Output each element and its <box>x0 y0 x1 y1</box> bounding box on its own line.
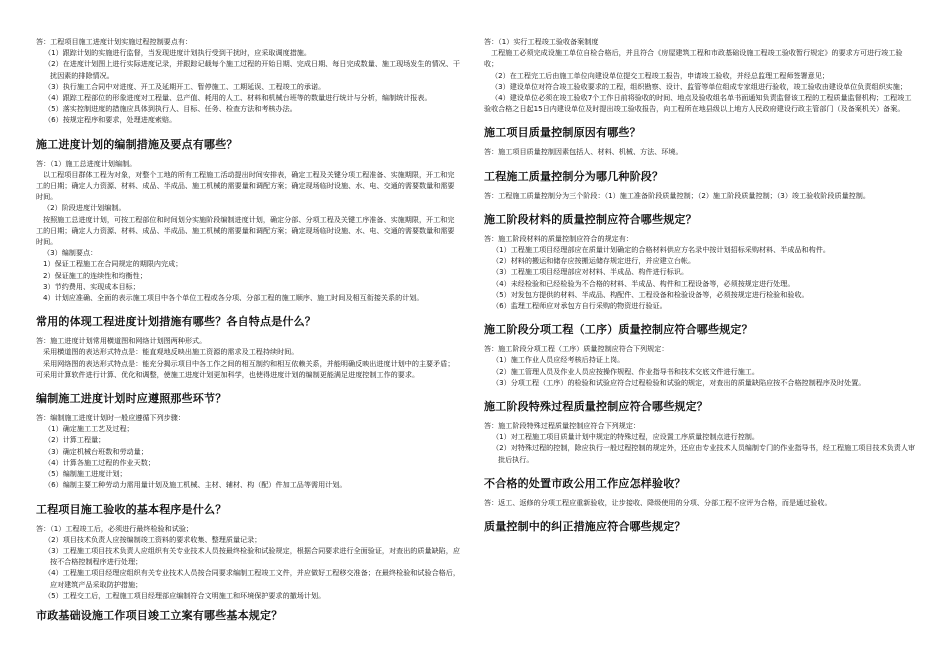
answer-line: （1）对工程施工项目质量计划中规定的特殊过程，应设置工序质量控制点进行控制。 <box>492 432 759 442</box>
answer-line: 工程施工必须完成设施工单位自检合格后，并且符合《房屋建筑工程和市政基础设施工程竣工验收暂行规定》的要求方可进行竣工验收； <box>484 48 903 69</box>
answer-line: （3）分项工程（工序）的检验和试验应符合过程检验和试验的规定，对查出的质量缺陷应按不合格控制程序及时处置。 <box>492 377 866 387</box>
qa-section <box>484 520 916 534</box>
answer-line: 答：施工项目质量控制因素包括人、材料、机械、方法、环境。 <box>484 147 683 157</box>
answer-line: （3）建设单位对符合竣工验收要求的工程，组织勘察、设计、监管等单位组成专家组进行验收，竣工验收由建设单位负责组织实施； <box>491 81 907 91</box>
answer-line: 答：施工阶段特殊过程质量控制应符合下列规定： <box>484 421 641 431</box>
section-heading: 施工阶段材料的质量控制应符合哪些规定？ <box>484 212 697 226</box>
left-column <box>36 36 460 668</box>
section-heading: 不合格的处置市政公用工作应怎样验收？ <box>484 476 686 490</box>
answer-line: 答：工程项目施工进度计划实施过程控制要点有： <box>36 37 193 46</box>
answer-line: （4）计算各施工过程的作业天数； <box>44 457 155 467</box>
answer-line: （4）未经检验和已经检验为不合格的材料、半成品、构件和工程设备等，必须按规定进行处理。 <box>492 278 795 288</box>
qa-section <box>484 170 916 201</box>
qa-section <box>484 400 916 465</box>
qa-section <box>36 392 460 490</box>
answer-line: 答：（1）工程竣工后，必须进行最终检验和试验； <box>36 523 194 533</box>
qa-section <box>36 138 460 304</box>
answer-line: （6）按规定程序和要求，处理进度索赔。 <box>44 115 177 125</box>
qa-section <box>36 36 460 126</box>
qa-section <box>484 477 916 508</box>
answer-line: （2）材料的搬运和储存应按搬运储存规定进行，并应建立台帐。 <box>492 256 696 266</box>
answer-line: （1）施工作业人员应经考核后持证上岗。 <box>492 355 625 365</box>
answer-line: 答：（1）实行工程竣工验收备案制度 <box>484 37 599 46</box>
section-heading: 市政基础设施工作项目竣工立案有哪些基本规定？ <box>36 608 283 622</box>
section-heading: 编制施工进度计划时应遵照那些环节？ <box>36 392 227 406</box>
qa-section <box>484 213 916 311</box>
section-heading: 施工阶段特殊过程质量控制应符合哪些规定？ <box>484 400 708 414</box>
answer-line: （4）建设单位必须在竣工验收7个工作日前将验收的时间、地点及验收组名单书面通知负责监督该工程的工程质量监督机构；工程竣工验收合格之日起15日内建设单位及时提出竣工验收报告，向工程所在地县级以上地方人民政府建设行政主管部门（及备案机关）备案。 <box>484 93 912 114</box>
qa-section <box>36 503 460 601</box>
answer-line: 答：返工、返修的分项工程应重新验收，让步接收、降级使用的分项、分部工程不应评为合格，而是通过验收。 <box>484 497 832 507</box>
answer-line: （3）工程施工项目经理部应对材料、半成品、构件进行标识。 <box>492 267 689 277</box>
answer-line: 2）保证施工的连续性和均衡性； <box>43 270 147 280</box>
answer-line: （3）工程施工项目技术负责人应组织有关专业技术人员按最终检验和试验规定，根据合同要求进行全面验证，对查出的质量缺陷，应按不合格控制程序进行处理； <box>44 545 460 567</box>
answer-line: （2）阶段进度计划编制。 <box>43 203 126 213</box>
answer-line: 以工程项目群体工程为对象，对整个工地的所有工程施工活动提出时间安排表，确定工程及关键分项工程准备、实施期限，开工和完工的日期；确定人力资源、材料、成品、半成品、施工机械的需要量和调配方案；确定现场临时设施、水、电、交通的需要数量和需要时间。 <box>36 169 455 202</box>
answer-line: （5）工程交工后，工程施工项目经理部应编制符合文明施工和环境保护要求的撤场计划。 <box>44 590 326 600</box>
section-heading: 质量控制中的纠正措施应符合哪些规定？ <box>484 520 686 534</box>
answer-line: （6）编制主要工种劳动力需用量计划及施工机械、主材、辅材、构（配）件加工品等需用计划。 <box>44 480 347 490</box>
answer-line: （4）工程施工项目经理应组织有关专业技术人员按合同要求编制工程竣工文件，并应做好工程移交准备；在最终检验和试验合格后，应对建筑产品采取防护措施； <box>44 568 460 589</box>
answer-line: 答：施工阶段材料的质量控制应符合的规定有： <box>484 233 633 243</box>
answer-line: 答：（1）施工总进度计划编制。 <box>36 158 137 168</box>
answer-line: （4）跟踪工程部位的形象进度对工程量、总产值、耗用的人工、材料和机械台班等的数量进行统计与分析，编制统计报表。 <box>44 93 432 103</box>
answer-line: （2）项目技术负责人应按编制竣工资料的要求收集、整理质量记录； <box>44 534 262 544</box>
answer-line: 3）节约费用、实现成本目标； <box>43 281 140 291</box>
answer-line: 答：施工进度计划常用横道图和网络计划图两种形式。 <box>36 336 207 346</box>
answer-line: （5）编制施工进度计划； <box>44 469 127 479</box>
answer-line: （3）编制要点： <box>43 248 98 258</box>
answer-line: （1）确定施工工艺及过程； <box>44 424 134 434</box>
answer-line: （2）在进度计划图上进行实际进度记录，并跟踪记载每个施工过程的开始日期、完成日期、每日完成数量、施工现场发生的情况、干扰因素的排除情况。 <box>44 59 460 80</box>
qa-section <box>484 36 916 114</box>
answer-line: （5）落实控制进度的措施应具体到执行人、目标、任务、检查方法和考核办法。 <box>44 104 297 114</box>
answer-line: 1）保证工程施工在合同规定的期限内完成； <box>43 259 183 269</box>
answer-line: （6）监理工程师应对承包方自行采购的物资进行验证。 <box>492 301 667 311</box>
answer-line: （2）计算工程量； <box>44 435 106 445</box>
qa-section <box>484 126 916 157</box>
answer-line: （2）对特殊过程的控制，除应执行一般过程控制的规定外，还应由专业技术人员编制专门的作业指导书，经工程施工项目技术负责人审批后执行。 <box>492 443 916 464</box>
qa-section <box>36 315 460 380</box>
section-heading: 施工进度计划的编制措施及要点有哪些？ <box>36 137 238 151</box>
answer-line: 答：编制施工进度计划时一般应遵循下列步骤： <box>36 413 185 423</box>
section-heading: 常用的体现工程进度计划措施有哪些？各自特点是什么？ <box>36 315 316 329</box>
qa-section <box>36 609 460 623</box>
answer-line: （3）确定机械台班数和劳动量； <box>44 446 148 456</box>
answer-line: （2）在工程完工后由施工单位向建设单位提交工程竣工报告，申请竣工验收，并经总监理工程师签署意见； <box>491 70 829 80</box>
answer-line: （1）跟踪计划的实施进行监督，当发现进度计划执行受到干扰时，应采取调度措施。 <box>44 48 311 58</box>
section-heading: 施工项目质量控制原因有哪些？ <box>484 126 641 140</box>
answer-line: 答：工程施工质量控制分为三个阶段：（1）施工准备阶段质量控制；（2）施工阶段质量控制；（3）竣工验收阶段质量控制。 <box>484 190 870 200</box>
qa-section <box>484 323 916 388</box>
answer-line: （3）执行施工合同中对进度、开工及延期开工、暂停施工、工期延误、工程竣工的承诺。 <box>44 81 326 91</box>
answer-line: 采用网络图的表达形式特点是：能充分揭示项目中各工作之间的相互制约和相互依赖关系，并能明确反映出进度计划中的主要矛盾；可采用计算软件进行计算、优化和调整，使施工进度计划更加科学，也使得进度计划的编制更能满足进度控制工作的要求。 <box>36 358 455 379</box>
answer-line: 4）计划应准确、全面的表示施工项目中各个单位工程或各分项、分部工程的施工顺序、施工时间及相互衔接关系的计划。 <box>43 293 424 303</box>
answer-line: （2）施工管理人员及作业人员应按操作规程、作业指导书和技术交底文件进行施工。 <box>492 366 759 376</box>
answer-line: 答：施工阶段分项工程（工序）质量控制应符合下列规定： <box>484 344 669 354</box>
answer-line: 按照施工总进度计划，可按工程部位和时间划分实施阶段编制进度计划，确定分部、分项工程及关键工序准备、实施期限，开工和完工的日期；确定人力资源、材料、成品、半成品、施工机械的需要量和调配方案；确定现场临时设施、水、电、交通的需要数量和需要时间。 <box>36 214 455 247</box>
right-column <box>484 36 916 668</box>
section-heading: 工程项目施工验收的基本程序是什么？ <box>36 502 227 516</box>
section-heading: 工程施工质量控制分为哪几种阶段？ <box>484 169 664 183</box>
section-heading: 施工阶段分项工程（工序）质量控制应符合哪些规定？ <box>484 323 753 337</box>
answer-line: 采用横道图的表达形式特点是：能直观地反映出施工资源的需求及工程持续时间。 <box>43 347 299 357</box>
answer-line: （5）对发包方提供的材料、半成品、构配件、工程设备和检验设备等，必须按规定进行检验和验收。 <box>492 289 809 299</box>
answer-line: （1）工程施工项目经理部应在质量计划确定的合格材料供应方名录中按计划招标采购材料、半成品和构件。 <box>492 245 830 255</box>
